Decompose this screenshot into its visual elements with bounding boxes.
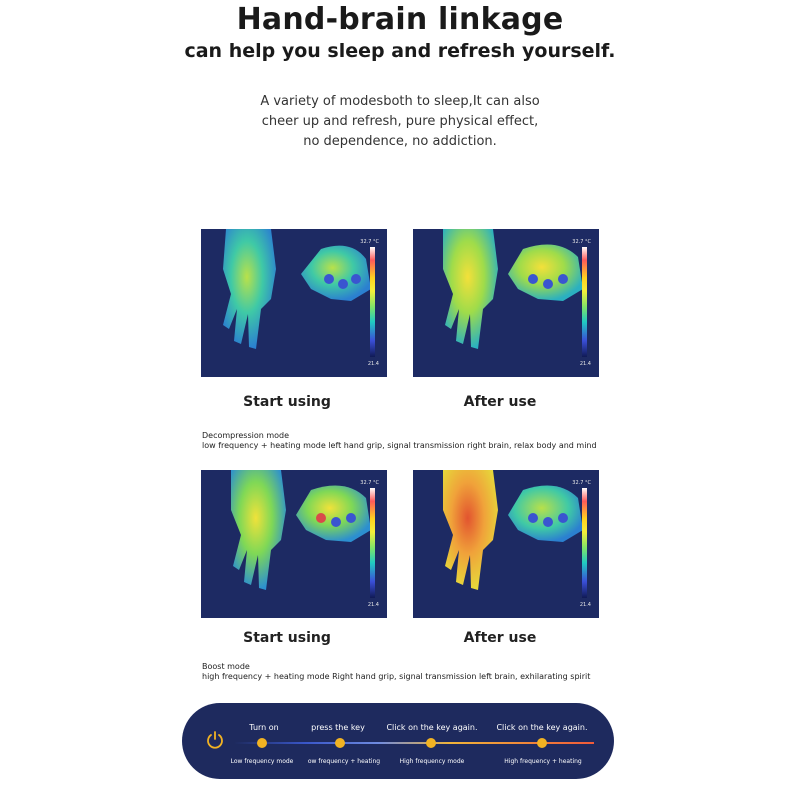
step-mode-label: Low frequency mode: [230, 758, 294, 765]
step-dot: [335, 738, 345, 748]
mode-title: Decompression mode: [202, 431, 290, 440]
temperature-scale-bar: [582, 488, 587, 598]
mode-title: Boost mode: [202, 662, 250, 671]
thermal-image-after-boost: [413, 470, 599, 618]
description-line: A variety of modesboth to sleep,It can also: [260, 94, 540, 109]
step-mode-label: High frequency mode: [399, 758, 465, 765]
description-line: no dependence, no addiction.: [303, 134, 497, 149]
mode-description-decompression: [202, 431, 597, 451]
hands-thermal-graphic: [413, 229, 599, 377]
temperature-scale-bar: [370, 488, 375, 598]
thermal-image-start-decompression: [201, 229, 387, 377]
step-action-label: Click on the key again.: [386, 723, 478, 732]
mode-steps-panel: [182, 703, 614, 779]
temperature-scale-bar: [370, 247, 375, 357]
page-title: Hand-brain linkage: [236, 2, 564, 37]
power-icon: [206, 731, 224, 749]
scale-max-label: 32.7 °C: [572, 480, 591, 486]
scale-min-label: 21.4: [579, 361, 591, 367]
temperature-scale-bar: [582, 247, 587, 357]
mode-details: low frequency + heating mode left hand grip, signal transmission right brain, relax body and mind: [202, 441, 597, 450]
hands-thermal-graphic: [413, 470, 599, 618]
step-action-label: Turn on: [249, 723, 279, 732]
caption-after-use: After use: [463, 394, 537, 410]
step-dot: [537, 738, 547, 748]
thermal-image-start-boost: [201, 470, 387, 618]
step-dot: [426, 738, 436, 748]
step-action-label: press the key: [311, 723, 365, 732]
caption-start-using: Start using: [243, 394, 331, 410]
scale-min-label: 21.4: [367, 361, 379, 367]
scale-min-label: 21.4: [579, 602, 591, 608]
mode-description-boost: [202, 662, 590, 682]
step-mode-label: ow frequency + heating: [307, 758, 381, 765]
caption-after-use: After use: [463, 630, 537, 646]
description-line: cheer up and refresh, pure physical effect,: [261, 114, 539, 129]
page-subtitle: can help you sleep and refresh yourself.: [184, 40, 616, 62]
step-dot: [257, 738, 267, 748]
step-mode-label: High frequency + heating: [504, 758, 582, 765]
caption-start-using: Start using: [243, 630, 331, 646]
scale-max-label: 32.7 °C: [360, 480, 379, 486]
step-action-label: Click on the key again.: [496, 723, 588, 732]
hands-thermal-graphic: [201, 229, 387, 377]
scale-max-label: 32.7 °C: [360, 239, 379, 245]
thermal-image-after-decompression: [413, 229, 599, 377]
scale-min-label: 21.4: [367, 602, 379, 608]
description: [0, 92, 800, 152]
hands-thermal-graphic: [201, 470, 387, 618]
mode-details: high frequency + heating mode Right hand grip, signal transmission left brain, exhilarating spirit: [202, 672, 591, 681]
scale-max-label: 32.7 °C: [572, 239, 591, 245]
